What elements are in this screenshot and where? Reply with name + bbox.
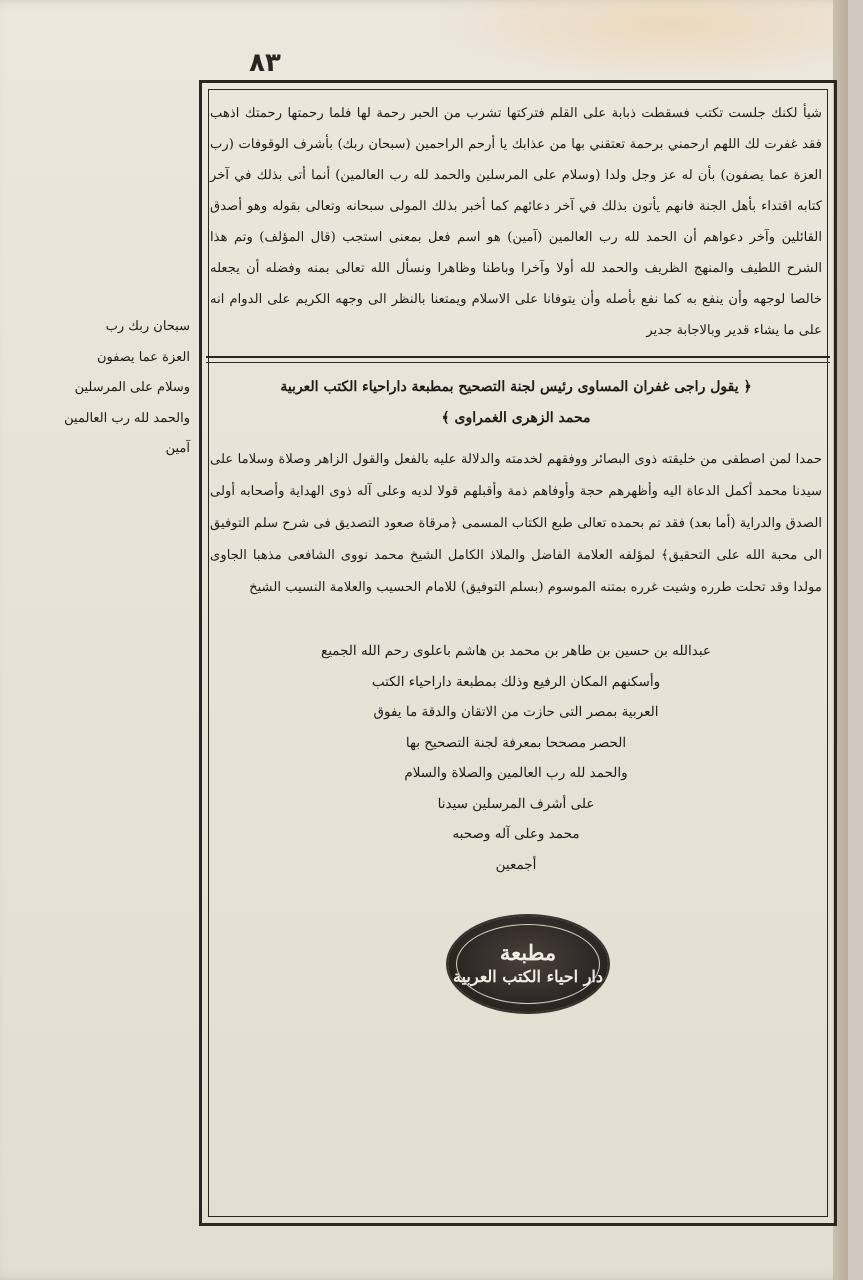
colophon-heading — [210, 372, 822, 434]
margin-note-line: آمين — [165, 441, 190, 456]
colophon-closing-line: عبدالله بن حسين بن طاهر بن محمد بن هاشم باعلوى رحم الله الجميع — [321, 643, 711, 659]
margin-note — [30, 312, 190, 465]
section-divider — [206, 356, 830, 358]
margin-note-line: العزة عما يصفون — [96, 349, 190, 365]
colophon-closing-line: على أشرف المرسلين سيدنا — [437, 795, 595, 812]
colophon-closing-line: والحمد لله رب العالمين والصلاة والسلام — [404, 765, 628, 781]
section-divider-thin — [206, 362, 830, 363]
colophon-closing-line: أجمعين — [495, 856, 537, 873]
paper-stain — [420, 0, 840, 80]
seal-text-top: مطبعة — [499, 940, 557, 965]
page-number: ٨٣ — [249, 48, 281, 78]
publisher-seal — [448, 916, 608, 1012]
colophon-closing-line: الحصر مصححا بمعرفة لجنة التصحيح بها — [405, 734, 627, 751]
margin-note-line: والحمد لله رب العالمين — [64, 410, 190, 426]
colophon-closing-line: وأسكنهم المكان الرفيع وذلك بمطبعة داراحياء الكتب — [371, 673, 661, 690]
commentary-conclusion: شيأ لكنك جلست تكتب فسقطت ذبابة على القلم فتركتها تشرب من الحبر رحمة لها فلما رحمتها رحمتك اذهب فقد غفرت لك اللهم ارحمني برحمة تعتقني بها من عذابك يا أرحم الراحمين (سبحان ربك) بأشرف الوقوفات (رب العزة عما يصفون) بأن له عز وجل ولدا (وسلام على المرسلين والحمد لله رب العالمين) أنما أتى بذلك في آخر كتابه اقتداء بأهل الجنة فانهم يأتون بذلك في آخر دعائهم كما أخبر بذلك المولى سبحانه وتعالى بقوله وهو أصدق القائلين وآخر دعواهم أن الحمد لله رب العالمين (آمين) هو اسم فعل بمعنى استجب (قال المؤلف) وتم هذا الشرح اللطيف والمنهج الظريف والحمد لله أولا وآخرا وباطنا وظاهرا ونسأل الله تعالى بمنه وفضله أن يجعله خالصا لوجهه وأن ينفع به كما نفع بأصله وأن يتوفانا على الاسلام ويمتعنا بالنظر الى وجهه الكريم على الدوام انه على ما يشاء قدير وبالاجابة جدير — [210, 106, 822, 338]
margin-note-line: وسلام على المرسلين — [74, 380, 190, 395]
colophon-closing-line: محمد وعلى آله وصحبه — [452, 826, 580, 842]
colophon-closing — [210, 636, 822, 880]
colophon-author-line: محمد الزهرى الغمراوى ﴾ — [441, 410, 591, 426]
colophon-closing-line: العربية بمصر التى حازت من الاتقان والدقة ما يفوق — [373, 704, 659, 720]
seal-text-bottom: دار احياء الكتب العربية — [453, 967, 603, 986]
seal-ring — [456, 924, 600, 1004]
colophon-heading-line: ﴿ يقول راجى غفران المساوى رئيس لجنة التصحيح بمطبعة داراحياء الكتب العربية — [280, 379, 752, 395]
margin-note-line: سبحان ربك رب — [105, 319, 190, 334]
colophon-body: حمدا لمن اصطفى من خليقته ذوى البصائر ووفقهم لخدمته والدلالة عليه بالفعل والقول الزاهر وصلاة وسلاما على سيدنا محمد أكمل الدعاة اليه وأظهرهم حجة وأوفاهم ذمة وأقبلهم قولا لديه وعلى آله ذوى الهداية وأصحابه أولى الصدق والدراية (أما بعد) فقد تم بحمده تعالى طبع الكتاب المسمى ﴿مرقاة صعود التصديق فى شرح سلم التوفيق الى محبة الله على التحقيق﴾ لمؤلفه العلامة الفاضل والملاذ الكامل الشيخ محمد نووى الشافعى مذهبا الجاوى مولدا وقد تحلت طرره وشيت غرره بمتنه الموسوم (بسلم التوفيق) للامام الحسيب والعلامة النسيب الشيخ — [210, 452, 822, 595]
